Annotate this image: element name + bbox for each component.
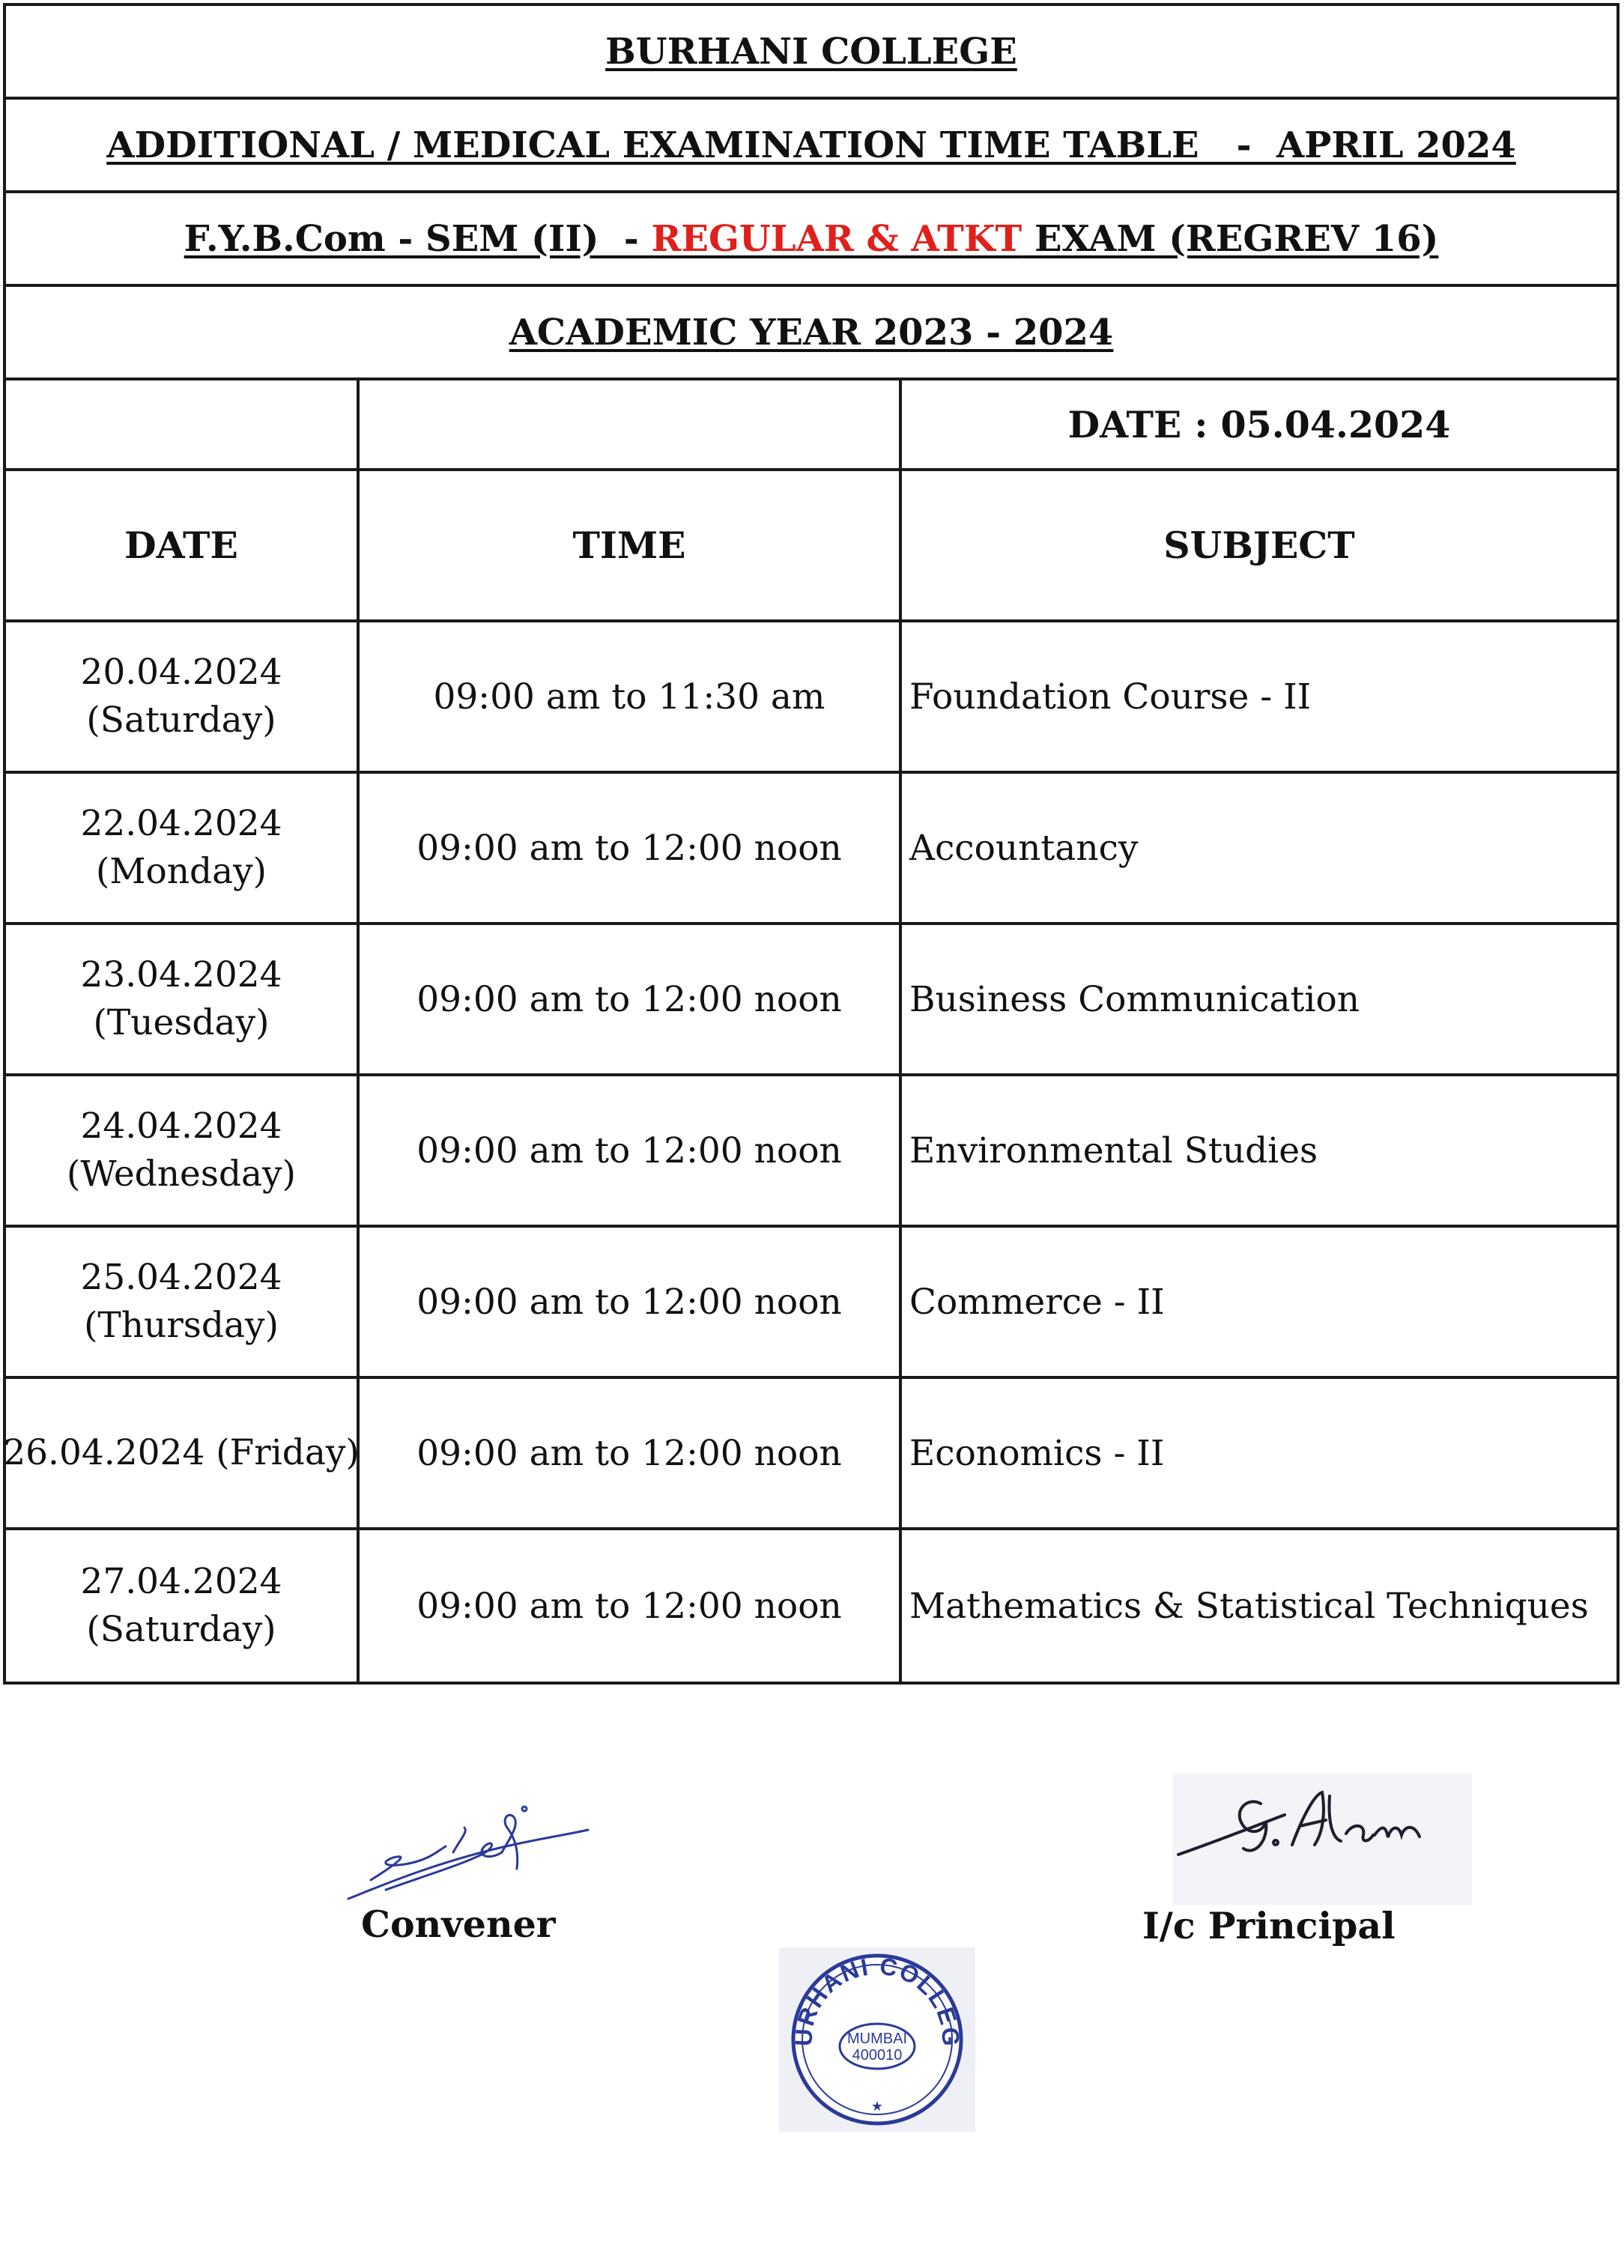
- course-highlight: REGULAR & ATKT: [651, 217, 1022, 260]
- exam-subject: Business Communication: [902, 925, 1617, 1076]
- college-name: BURHANI COLLEGE: [6, 6, 1617, 100]
- stamp-star-icon: ★: [870, 2099, 884, 2114]
- exam-time: 09:00 am to 12:00 noon: [360, 1228, 902, 1379]
- exam-day: (Saturday): [86, 700, 276, 741]
- exam-date: [6, 1530, 360, 1682]
- course-line: [6, 193, 1617, 287]
- course-prefix: F.Y.B.Com - SEM (II) -: [184, 217, 652, 260]
- exam-date-value: 22.04.2024: [80, 803, 282, 844]
- course-suffix: EXAM (REGREV 16): [1022, 217, 1439, 260]
- exam-time: 09:00 am to 12:00 noon: [360, 1379, 902, 1530]
- exam-date: [6, 925, 360, 1076]
- exam-date-value: 23.04.2024: [80, 954, 282, 995]
- exam-date: [6, 1076, 360, 1228]
- exam-subject: Environmental Studies: [902, 1076, 1617, 1228]
- exam-day: (Saturday): [86, 1609, 276, 1650]
- exam-subject: Foundation Course - II: [902, 622, 1617, 774]
- stamp-pin: 400010: [852, 2047, 903, 2064]
- column-header-date: DATE: [6, 471, 360, 622]
- exam-subject: Mathematics & Statistical Techniques: [909, 1585, 1589, 1627]
- timetable-sheet: [3, 3, 1620, 1685]
- principal-signature-icon: [1172, 1774, 1472, 1905]
- exam-date: [3, 1379, 360, 1530]
- exam-time: 09:00 am to 12:00 noon: [360, 1530, 902, 1682]
- exam-subject: Economics - II: [902, 1379, 1617, 1530]
- academic-year: ACADEMIC YEAR 2023 - 2024: [6, 287, 1617, 380]
- principal-label: I/c Principal: [1142, 1904, 1396, 1947]
- exam-date-value: 24.04.2024: [80, 1106, 282, 1147]
- timetable-grid: [3, 380, 1617, 1530]
- exam-time: 09:00 am to 12:00 noon: [360, 774, 902, 925]
- exam-time: 09:00 am to 12:00 noon: [360, 1076, 902, 1228]
- issue-date: DATE : 05.04.2024: [902, 380, 1617, 471]
- exam-date-value: 25.04.2024: [80, 1257, 282, 1298]
- exam-date: [6, 622, 360, 774]
- convener-signature-icon: [341, 1794, 596, 1906]
- exam-date: [6, 1228, 360, 1379]
- principal-signature-panel: [1172, 1774, 1472, 1905]
- exam-day: (Tuesday): [93, 1002, 270, 1043]
- blank-cell: [6, 380, 360, 471]
- stamp-arc-text: URHANI COLLEG: [790, 1952, 965, 2049]
- exam-day: (Wednesday): [67, 1153, 296, 1195]
- exam-date-value: 26.04.2024 (Friday): [3, 1432, 360, 1473]
- exam-date-value: 27.04.2024: [80, 1561, 282, 1602]
- timetable-title: ADDITIONAL / MEDICAL EXAMINATION TIME TABLE - APRIL 2024: [6, 100, 1617, 193]
- college-stamp: [779, 1947, 975, 2132]
- column-header-subject: SUBJECT: [902, 471, 1617, 622]
- exam-day: (Monday): [95, 851, 267, 892]
- blank-cell: [360, 380, 902, 471]
- convener-label: Convener: [361, 1902, 556, 1946]
- column-header-time: TIME: [360, 471, 902, 622]
- exam-time: 09:00 am to 12:00 noon: [360, 925, 902, 1076]
- timetable-grid-last: [6, 1530, 1617, 1682]
- stamp-seal-icon: [779, 1947, 975, 2132]
- stamp-city: MUMBAI: [847, 2031, 907, 2047]
- exam-subject: Commerce - II: [902, 1228, 1617, 1379]
- exam-day: (Thursday): [84, 1305, 279, 1346]
- exam-date-value: 20.04.2024: [80, 652, 282, 693]
- exam-date: [6, 774, 360, 925]
- exam-time: 09:00 am to 11:30 am: [360, 622, 902, 774]
- exam-subject: Accountancy: [902, 774, 1617, 925]
